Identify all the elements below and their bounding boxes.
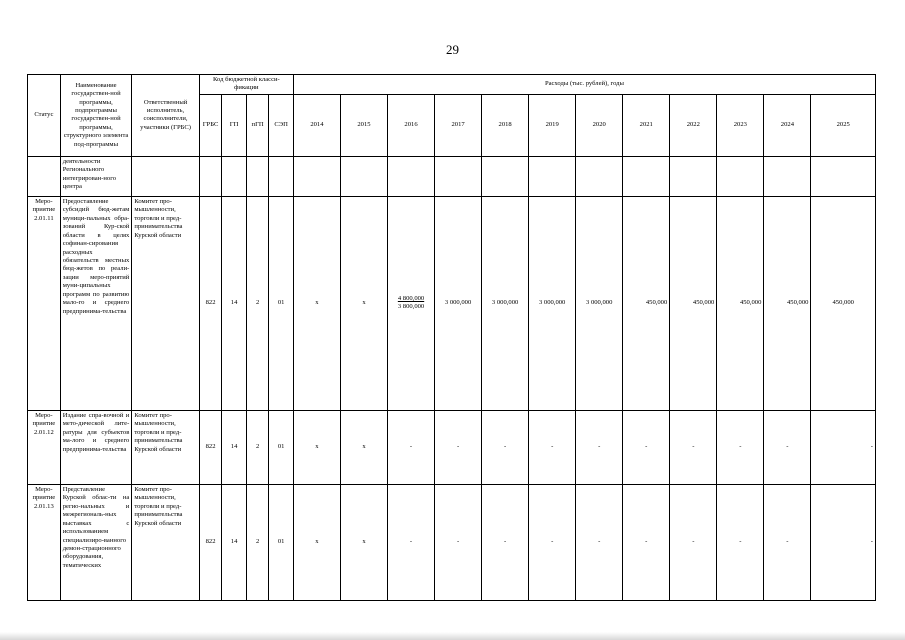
- row-value-2015: х: [340, 196, 387, 410]
- row-code-grbs: [199, 156, 222, 196]
- row-value-2025: [811, 156, 876, 196]
- row-code-pgp: 2: [246, 484, 269, 600]
- row-value-2015: [340, 156, 387, 196]
- row-code-sep: [269, 156, 294, 196]
- row-value-2022: -: [670, 484, 717, 600]
- row-code-sep: 01: [269, 410, 294, 484]
- row-name: Издание спра-вочной и мето-дической лите-ратуры для субъектов ма-лого и среднего предпринима-тельства: [60, 410, 132, 484]
- row-status: Меро-приятие 2.01.12: [28, 410, 61, 484]
- header-year-2024: 2024: [764, 94, 811, 156]
- row-name: Предоставление субсидий бюд-жетам муници-пальных обра-зований Кур-ской области в целях софинан-сирования расходных обязательств местных бюд-жетов по реали-зации меро-приятий муни-ципальных программ по развитию мало-го и среднего предпринима-тельства: [60, 196, 132, 410]
- header-year-2017: 2017: [435, 94, 482, 156]
- row-value-2025: -: [811, 410, 876, 484]
- row-code-gp: 14: [222, 196, 247, 410]
- header-year-2018: 2018: [482, 94, 529, 156]
- row-value-2014: х: [293, 484, 340, 600]
- row-value-2016-corrected: 3 800,000: [397, 303, 425, 311]
- row-value-2017: [435, 156, 482, 196]
- row-value-2021: -: [623, 484, 670, 600]
- row-code-pgp: 2: [246, 410, 269, 484]
- header-budget-code: Код бюджетной класси-фикации: [199, 75, 293, 95]
- header-year-2021: 2021: [623, 94, 670, 156]
- row-code-pgp: 2: [246, 196, 269, 410]
- row-value-2021: [623, 156, 670, 196]
- row-value-2023: [717, 156, 764, 196]
- scan-edge: [0, 632, 905, 640]
- header-code-sep: СЭП: [269, 94, 294, 156]
- header-code-pgp: пГП: [246, 94, 269, 156]
- row-value-2018: -: [482, 484, 529, 600]
- row-value-2016: [388, 156, 435, 196]
- row-value-2020: -: [576, 410, 623, 484]
- row-value-2023: -: [717, 484, 764, 600]
- header-year-2023: 2023: [717, 94, 764, 156]
- header-year-2022: 2022: [670, 94, 717, 156]
- row-value-2019: -: [529, 484, 576, 600]
- table-row: [28, 156, 876, 196]
- row-value-2020: 3 000,000: [576, 196, 623, 410]
- header-code-gp: ГП: [222, 94, 247, 156]
- row-value-2024: [764, 156, 811, 196]
- row-code-sep: 01: [269, 196, 294, 410]
- row-value-2022: -: [670, 410, 717, 484]
- row-value-2020: -: [576, 484, 623, 600]
- row-value-2015: х: [340, 484, 387, 600]
- budget-table: [27, 74, 876, 601]
- header-expenses: Расходы (тыс. рублей), годы: [293, 75, 875, 95]
- header-year-2014: 2014: [293, 94, 340, 156]
- row-value-2022: [670, 156, 717, 196]
- header-code-grbs: ГРБС: [199, 94, 222, 156]
- row-value-2025: -: [811, 484, 876, 600]
- row-value-2024: 450,000: [764, 196, 811, 410]
- row-value-2017: 3 000,000: [435, 196, 482, 410]
- row-status: Меро-приятие 2.01.13: [28, 484, 61, 600]
- table-row: [28, 410, 876, 484]
- row-responsible: Комитет про-мышленности, торговли и пред-принимательства Курской области: [132, 410, 200, 484]
- row-value-2014: х: [293, 410, 340, 484]
- row-name: деятельности Регионального интегрирован-ного центра: [60, 156, 132, 196]
- row-value-2019: -: [529, 410, 576, 484]
- row-value-2014: [293, 156, 340, 196]
- row-value-2018: [482, 156, 529, 196]
- row-value-2015: х: [340, 410, 387, 484]
- header-status: Статус: [28, 75, 61, 157]
- row-value-2023: 450,000: [717, 196, 764, 410]
- header-year-2020: 2020: [576, 94, 623, 156]
- row-value-2016: -: [388, 410, 435, 484]
- row-code-gp: 14: [222, 484, 247, 600]
- row-code-gp: 14: [222, 410, 247, 484]
- row-value-2018: 3 000,000: [482, 196, 529, 410]
- table-row: [28, 484, 876, 600]
- row-value-2021: 450,000: [623, 196, 670, 410]
- row-value-2016-struck: 4 800,000: [397, 294, 425, 302]
- row-name: Представление Курской облас-ти на регио-нальных и межрегиональ-ных выставках с использованием специализиро-ванного демон-страционного оборудования, тематических: [60, 484, 132, 600]
- header-year-2025: 2025: [811, 94, 876, 156]
- row-value-2018: -: [482, 410, 529, 484]
- row-value-2016: [388, 196, 435, 410]
- row-code-pgp: [246, 156, 269, 196]
- row-value-2024: -: [764, 484, 811, 600]
- row-value-2014: х: [293, 196, 340, 410]
- row-value-2017: -: [435, 484, 482, 600]
- row-value-2021: -: [623, 410, 670, 484]
- row-value-2025: 450,000: [811, 196, 876, 410]
- row-value-2024: -: [764, 410, 811, 484]
- header-name: Наименование государствен-ной программы, подпрограммы государствен-ной программы, структурного элемента под-программы: [60, 75, 132, 157]
- table-row: [28, 196, 876, 410]
- row-value-2019: [529, 156, 576, 196]
- header-year-2015: 2015: [340, 94, 387, 156]
- row-code-gp: [222, 156, 247, 196]
- header-year-2016: 2016: [388, 94, 435, 156]
- row-code-grbs: 822: [199, 484, 222, 600]
- row-value-2022: 450,000: [670, 196, 717, 410]
- header-row-top: [28, 75, 876, 95]
- page-number: 29: [446, 42, 459, 57]
- header-responsible: Ответственный исполнитель, соисполнители, участники (ГРБС): [132, 75, 200, 157]
- row-responsible: [132, 156, 200, 196]
- row-value-2020: [576, 156, 623, 196]
- row-status: Меро-приятие 2.01.11: [28, 196, 61, 410]
- row-code-grbs: 822: [199, 196, 222, 410]
- row-value-2019: 3 000,000: [529, 196, 576, 410]
- row-value-2017: -: [435, 410, 482, 484]
- row-value-2016: -: [388, 484, 435, 600]
- row-code-grbs: 822: [199, 410, 222, 484]
- header-year-2019: 2019: [529, 94, 576, 156]
- row-responsible: Комитет про-мышленности, торговли и пред-принимательства Курской области: [132, 196, 200, 410]
- row-status: [28, 156, 61, 196]
- row-value-2023: -: [717, 410, 764, 484]
- row-code-sep: 01: [269, 484, 294, 600]
- row-responsible: Комитет про-мышленности, торговли и пред-принимательства Курской области: [132, 484, 200, 600]
